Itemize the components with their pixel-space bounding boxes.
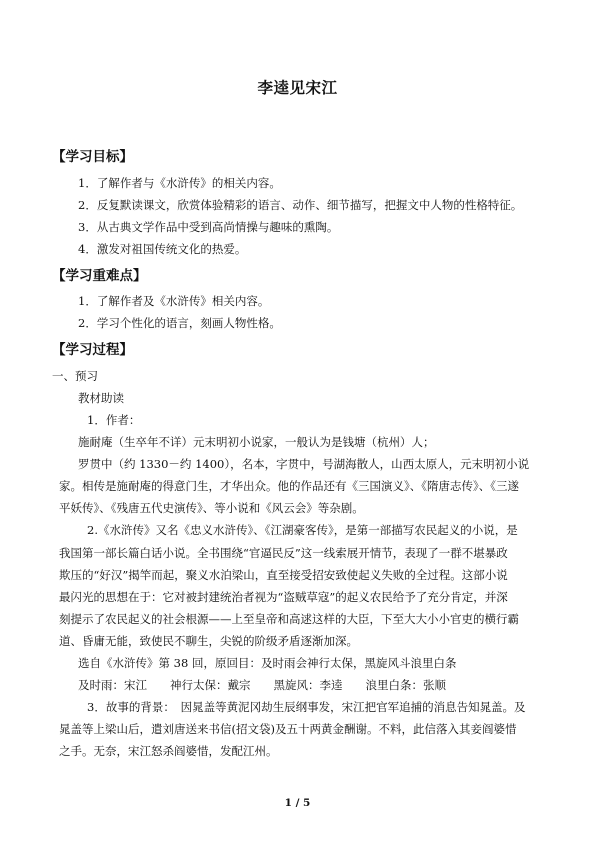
key-point-item: 1．了解作者及《水浒传》相关内容。: [78, 294, 270, 308]
body-line: 家。相传是施耐庵的得意门生，才华出众。他的作品还有《三国演义》、《隋唐志传》、《三遂: [59, 479, 519, 493]
goal-item: 3．从古典文学作品中受到高尚情操与趣味的熏陶。: [78, 220, 339, 234]
body-line: 选自《水浒传》第 38 回，原回目：及时雨会神行太保，黑旋风斗浪里白条: [78, 656, 457, 670]
body-line: 道、昏庸无能，致使民不聊生，尖锐的阶级矛盾逐渐加深。: [59, 634, 358, 648]
body-line: 最闪光的思想在于：它对被封建统治者视为“盗贼草寇”的起义农民给予了充分肯定，并深: [59, 590, 508, 604]
goal-item: 1．了解作者与《水浒传》的相关内容。: [78, 176, 281, 190]
preview-label: 一、预习: [52, 369, 98, 383]
author-label: 1．作者：: [87, 413, 141, 427]
body-line: 3．故事的背景： 因晁盖等黄泥冈劫生辰纲事发，宋江把官军追捕的消息告知晁盖。及: [87, 700, 526, 714]
body-line: 施耐庵（生卒年不详）元末明初小说家，一般认为是钱塘（杭州）人；: [78, 435, 435, 449]
key-point-item: 2．学习个性化的语言，刻画人物性格。: [78, 316, 281, 330]
body-line: 平妖传》、《残唐五代史演传》、等小说和《风云会》等杂剧。: [59, 501, 364, 515]
heading-goals: 【学习目标】: [52, 149, 133, 165]
subheading-reading-aid: 教材助读: [78, 391, 124, 405]
body-line: 欺压的“好汉”揭竿而起，聚义水泊梁山，直至接受招安致使起义失败的全过程。这部小说: [59, 568, 508, 582]
heading-process: 【学习过程】: [52, 342, 133, 358]
body-line: 2.《水浒传》又名《忠义水浒传》、《江湖豪客传》，是第一部描写农民起义的小说，是: [87, 523, 518, 537]
goal-item: 4．激发对祖国传统文化的热爱。: [78, 242, 247, 256]
body-line: 我国第一部长篇白话小说。全书围绕“官逼民反”这一线索展开情节，表现了一群不堪暴政: [59, 546, 508, 560]
page-number: 1 / 5: [284, 797, 311, 809]
goal-item: 2．反复默读课文，欣赏体验精彩的语言、动作、细节描写，把握文中人物的性格特征。: [78, 198, 523, 212]
heading-key-points: 【学习重难点】: [52, 268, 147, 284]
page-title: 李逵见宋江: [257, 79, 338, 97]
body-line: 晁盖等上梁山后，遣刘唐送来书信(招文袋)及五十两黄金酬谢。不料，此信落入其妾阎婆惜: [59, 722, 517, 736]
body-line: 及时雨：宋江 神行太保：戴宗 黑旋风：李逵 浪里白条：张顺: [78, 678, 446, 692]
body-line: 罗贯中（约 1330－约 1400），名本，字贯中，号湖海散人，山西太原人，元末明初小说: [78, 457, 530, 471]
body-line: 刻提示了农民起义的社会根源——上至皇帝和高逑这样的大臣，下至大大小小官吏的横行霸: [59, 612, 519, 626]
body-line: 之手。无奈，宋江怒杀阎婆惜，发配江州。: [59, 744, 278, 758]
